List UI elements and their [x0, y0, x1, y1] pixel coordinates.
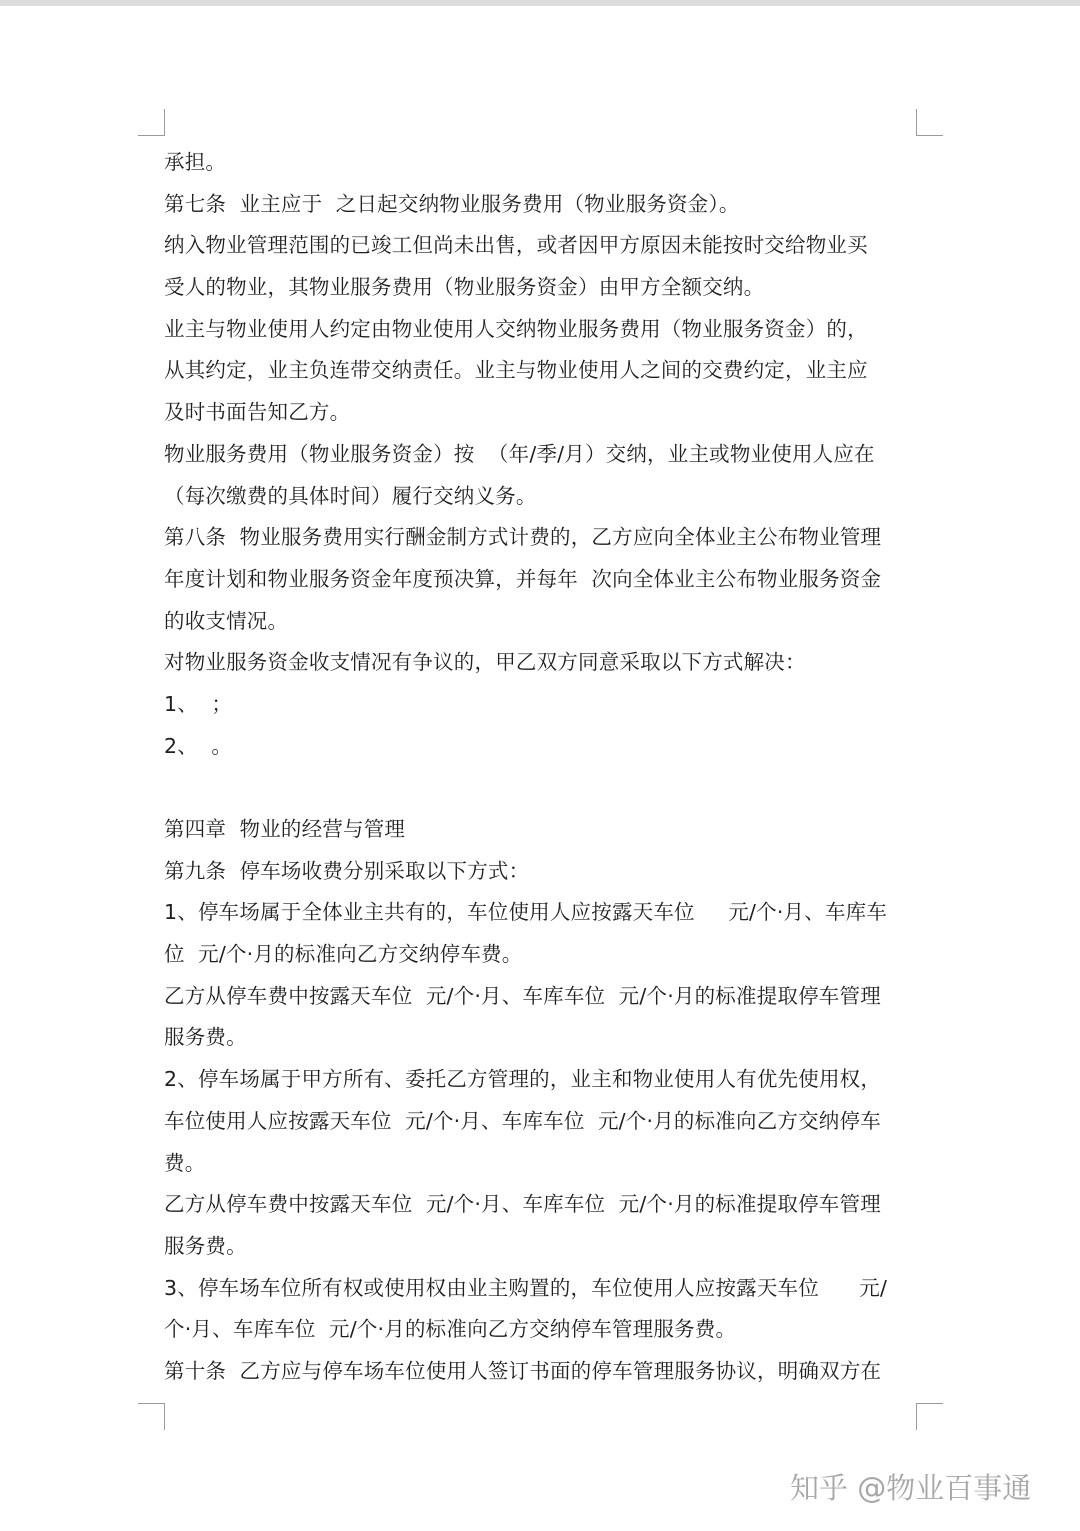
- text-line: 从其约定，业主负连带交纳责任。业主与物业使用人之间的交费约定，业主应: [164, 358, 868, 383]
- text-line: （每次缴费的具体时间）履行交纳义务。: [164, 483, 537, 508]
- text-line: 服务费。: [164, 1025, 247, 1050]
- text-line: 的收支情况。: [164, 608, 289, 633]
- text-line: 费。: [164, 1150, 206, 1175]
- list-item-1: 1、 ；: [164, 691, 233, 716]
- top-bar: [0, 0, 1080, 6]
- text-line: 乙方从停车费中按露天车位 元/个·月、车库车位 元/个·月的标准提取停车管理: [164, 1192, 881, 1217]
- chapter-4-heading: 第四章 物业的经营与管理: [164, 817, 406, 841]
- blank-line: [164, 767, 918, 809]
- text-line: 个·月、车库车位 元/个·月的标准向乙方交纳停车管理服务费。: [164, 1317, 737, 1342]
- text-line: 车位使用人应按露天车位 元/个·月、车库车位 元/个·月的标准向乙方交纳停车: [164, 1108, 881, 1133]
- article-8-line: 第八条 物业服务费用实行酬金制方式计费的，乙方应向全体业主公布物业管理: [164, 525, 882, 550]
- text-line: 3、停车场车位所有权或使用权由业主购置的，车位使用人应按露天车位 元/: [164, 1275, 888, 1300]
- text-line: 及时书面告知乙方。: [164, 400, 351, 425]
- crop-mark-bottom-right: [916, 1403, 943, 1430]
- text-line: 乙方从停车费中按露天车位 元/个·月、车库车位 元/个·月的标准提取停车管理: [164, 983, 881, 1008]
- crop-mark-top-right: [916, 109, 943, 136]
- text-line: 承担。: [164, 150, 227, 174]
- article-10-line: 第十条 乙方应与停车场车位使用人签订书面的停车管理服务协议，明确双方在: [164, 1358, 882, 1383]
- article-9-line: 第九条 停车场收费分别采取以下方式：: [164, 858, 530, 883]
- crop-mark-top-left: [138, 109, 165, 136]
- document-body: [164, 142, 918, 1393]
- crop-mark-bottom-left: [138, 1403, 165, 1430]
- text-line: 对物业服务资金收支情况有争议的，甲乙双方同意采取以下方式解决：: [164, 650, 806, 675]
- text-line: 年度计划和物业服务资金年度预决算，并每年 次向全体业主公布物业服务资金: [164, 566, 882, 591]
- text-line: 服务费。: [164, 1233, 247, 1258]
- text-line: 位 元/个·月的标准向乙方交纳停车费。: [164, 942, 523, 967]
- text-line: 1、停车场属于全体业主共有的，车位使用人应按露天车位 元/个·月、车库车: [164, 900, 888, 925]
- text-line: 纳入物业管理范围的已竣工但尚未出售，或者因甲方原因未能按时交给物业买: [164, 233, 868, 258]
- text-line: 受人的物业，其物业服务费用（物业服务资金）由甲方全额交纳。: [164, 275, 765, 300]
- list-item-2: 2、 。: [164, 733, 233, 758]
- article-7-line: 第七条 业主应于 之日起交纳物业服务费用（物业服务资金）。: [164, 191, 740, 216]
- text-line: 业主与物业使用人约定由物业使用人交纳物业服务费用（物业服务资金）的，: [164, 316, 868, 341]
- text-line: 物业服务费用（物业服务资金）按 （年/季/月）交纳，业主或物业使用人应在: [164, 441, 875, 466]
- text-line: 2、停车场属于甲方所有、委托乙方管理的，业主和物业使用人有优先使用权，: [164, 1067, 882, 1092]
- watermark: 知乎 @物业百事通: [790, 1471, 1032, 1505]
